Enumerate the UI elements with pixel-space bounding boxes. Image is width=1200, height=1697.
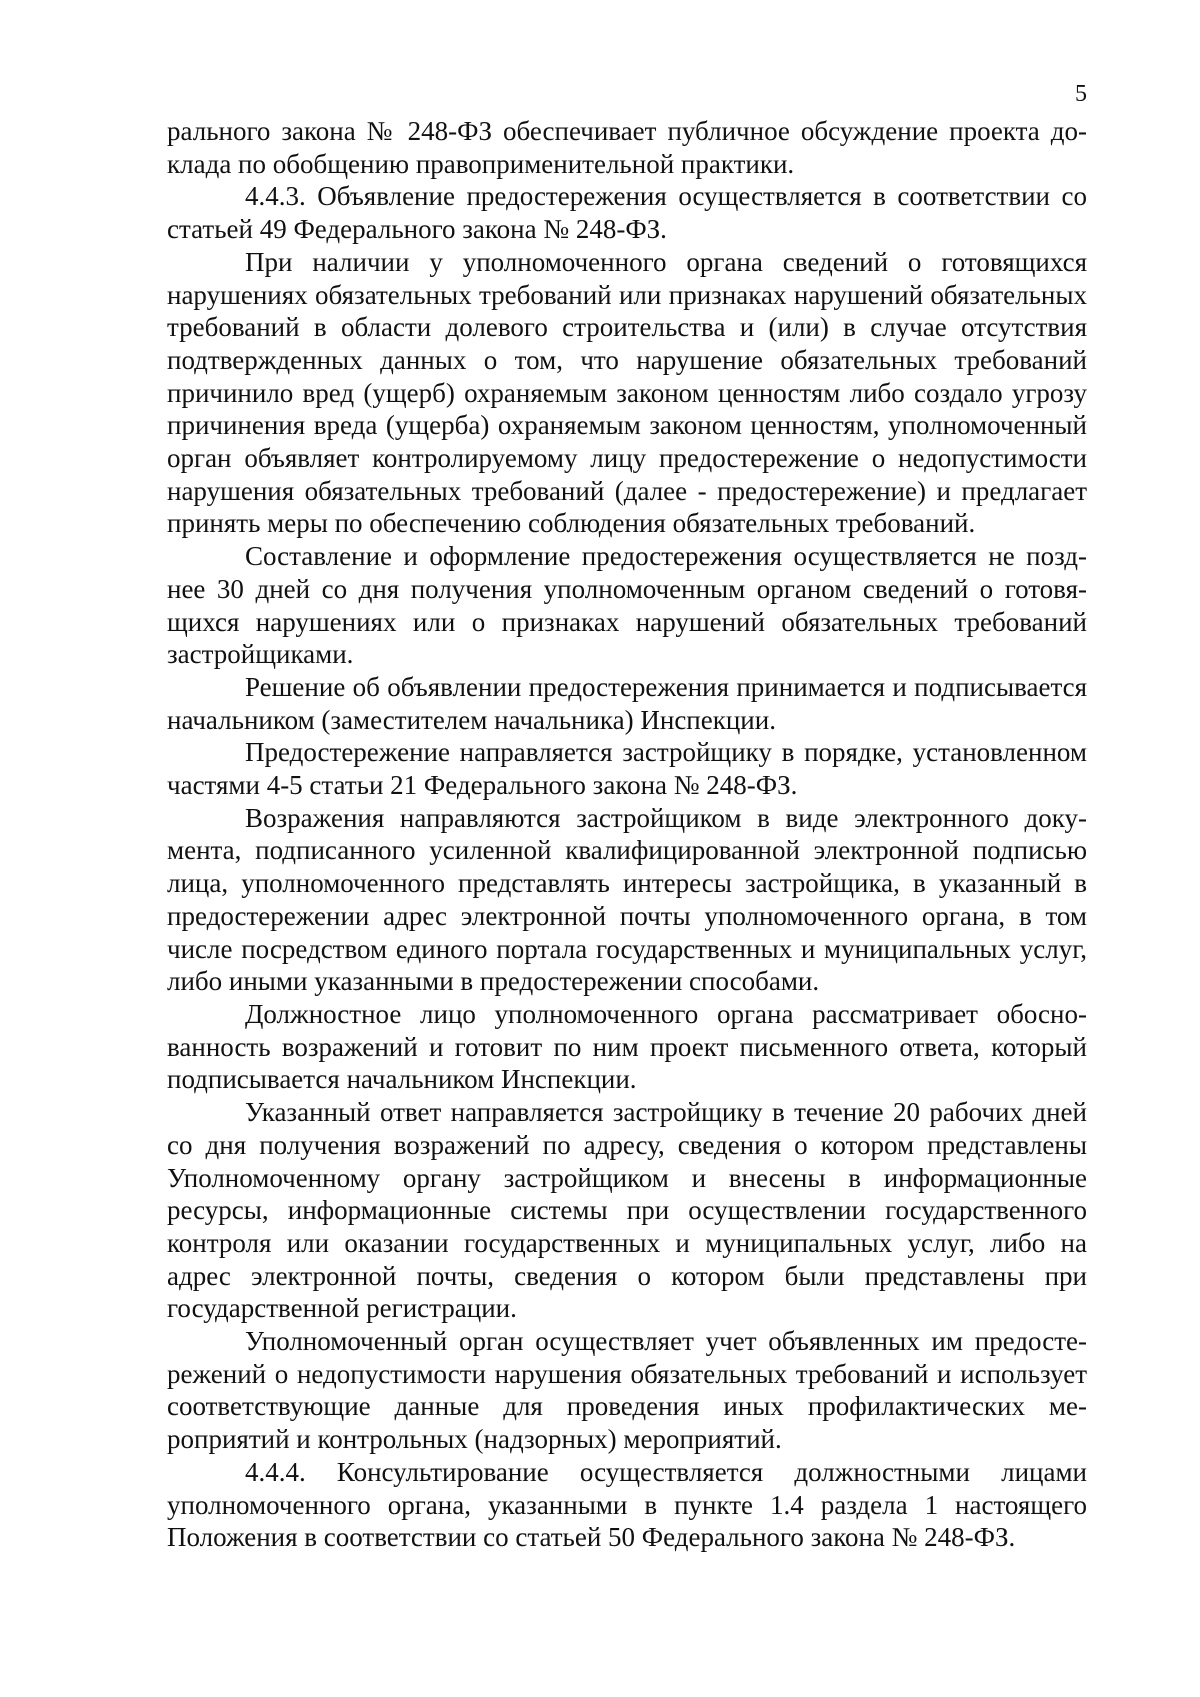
paragraph-warning-grounds: При наличии у уполномоченного органа сведений о готовящихся нарушениях обязательных требований или признаках нарушений обязательных требований в области долевого строительства и (или) в случае отсутствия подтвержденных данных о том, что нарушение обязательных требований причинило вред (ущерб) охраняемым законом ценностям либо создало угрозу причинения вреда (ущерба) охраняемым законом ценностям, уполномоченный орган объявляет контролируемому лицу предостережение о недопустимости нарушения обязательных требований (далее - предостережение) и предлагает принять меры по обеспечению соблюдения обязательных требований. xyxy=(167,246,1087,539)
paragraph-continuation: рального закона № 248-ФЗ обеспечивает публичное обсуждение проекта доклада по обобщению правоприменительной практики. xyxy=(167,116,1087,179)
paragraph-objections-review: Должностное лицо уполномоченного органа рассматривает обоснованность возражений и готовит по ним проект письменного ответа, который подписывается начальником Инспекции. xyxy=(167,998,1087,1095)
paragraph-response: Указанный ответ направляется застройщику в течение 20 рабочих дней со дня получения возражений по адресу, сведения о котором представлены Уполномоченному органу застройщиком и внесены в информационные ресурсы, информационные системы при осуществлении государственного контроля или оказании государственных и муниципальных услуг, либо на адрес электронной почты, сведения о котором были представлены при государственной регистрации. xyxy=(167,1097,1087,1324)
paragraph-warning-decision: Решение об объявлении предостережения принимается и подписывается начальником (заместителем начальника) Инспекции. xyxy=(167,671,1087,735)
paragraph-4-4-3: 4.4.3. Объявление предостережения осуществляется в соответствии со статьей 49 Федерального закона № 248-ФЗ. xyxy=(167,181,1087,245)
paragraph-warning-deadline: Составление и оформление предостережения осуществляется не позднее 30 дней со дня получения уполномоченным органом сведений о готовящихся нарушениях или о признаках нарушений обязательных требований застройщиками. xyxy=(167,541,1087,670)
paragraph-warning-accounting: Уполномоченный орган осуществляет учет объявленных им предостережений о недопустимости нарушения обязательных требований и использует соответствующие данные для проведения иных профилактических мероприятий и контрольных (надзорных) мероприятий. xyxy=(167,1326,1087,1455)
paragraph-warning-delivery: Предостережение направляется застройщику в порядке, установленном частями 4-5 статьи 21 Федерального закона № 248-ФЗ. xyxy=(167,737,1087,801)
page-number: 5 xyxy=(1075,81,1087,107)
paragraph-4-4-4: 4.4.4. Консультирование осуществляется должностными лицами уполномоченного органа, указанными в пункте 1.4 раздела 1 настоящего Положения в соответствии со статьей 50 Федерального закона № 248-ФЗ. xyxy=(167,1456,1087,1553)
document-body xyxy=(167,115,1087,1554)
paragraph-objections: Возражения направляются застройщиком в виде электронного документа, подписанного усиленной квалифицированной электронной подписью лица, уполномоченного представлять интересы застройщика, в указанный в предостережении адрес электронной почты уполномоченного органа, в том числе посредством единого портала государственных и муниципальных услуг, либо иными указанными в предостережении способами. xyxy=(167,802,1087,997)
